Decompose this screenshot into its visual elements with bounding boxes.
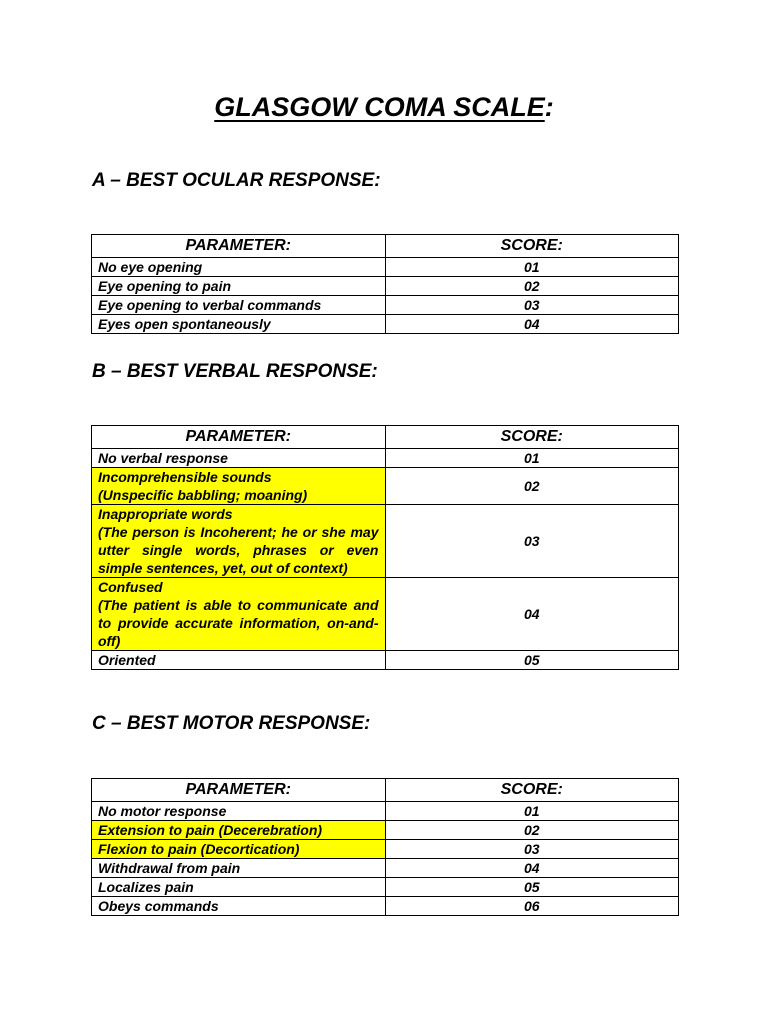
table-row	[92, 878, 679, 897]
parameter-detail: (The person is Incoherent; he or she may utter single words, phrases or even simple sentences, yet, out of context)	[98, 524, 379, 576]
score-cell: 05	[385, 651, 679, 670]
parameter-label: Incomprehensible sounds	[98, 469, 272, 485]
page-title-text: GLASGOW COMA SCALE	[214, 92, 545, 122]
score-cell: 03	[385, 505, 679, 578]
table-header-row	[92, 426, 679, 449]
table-header-row	[92, 235, 679, 258]
parameter-cell-highlighted	[92, 505, 386, 578]
score-cell: 06	[385, 897, 679, 916]
section-heading-motor: C – BEST MOTOR RESPONSE:	[92, 713, 371, 734]
table-row	[92, 449, 679, 468]
parameter-cell: Eye opening to pain	[92, 277, 386, 296]
parameter-cell: Obeys commands	[92, 897, 386, 916]
column-header-parameter: PARAMETER:	[92, 426, 386, 449]
parameter-cell-highlighted: Extension to pain (Decerebration)	[92, 821, 386, 840]
parameter-label: Inappropriate words	[98, 506, 233, 522]
table-row	[92, 468, 679, 505]
table-row	[92, 897, 679, 916]
score-cell: 03	[385, 840, 679, 859]
parameter-cell-highlighted	[92, 578, 386, 651]
ocular-response-table	[91, 234, 679, 334]
parameter-cell: Withdrawal from pain	[92, 859, 386, 878]
verbal-response-table	[91, 425, 679, 670]
table-row	[92, 821, 679, 840]
parameter-cell-highlighted: Flexion to pain (Decortication)	[92, 840, 386, 859]
parameter-label: Confused	[98, 579, 163, 595]
table-row	[92, 277, 679, 296]
parameter-cell-highlighted	[92, 468, 386, 505]
table-row	[92, 840, 679, 859]
score-cell: 04	[385, 859, 679, 878]
column-header-parameter: PARAMETER:	[92, 235, 386, 258]
score-cell: 02	[385, 821, 679, 840]
score-cell: 05	[385, 878, 679, 897]
score-cell: 04	[385, 578, 679, 651]
parameter-cell: No verbal response	[92, 449, 386, 468]
page-title-colon: :	[544, 92, 554, 122]
section-heading-verbal: B – BEST VERBAL RESPONSE:	[92, 361, 378, 382]
table-header-row	[92, 779, 679, 802]
section-heading-ocular: A – BEST OCULAR RESPONSE:	[92, 170, 381, 191]
parameter-cell: Eyes open spontaneously	[92, 315, 386, 334]
score-cell: 01	[385, 449, 679, 468]
parameter-cell: Eye opening to verbal commands	[92, 296, 386, 315]
table-row	[92, 802, 679, 821]
parameter-cell: No motor response	[92, 802, 386, 821]
motor-response-table	[91, 778, 679, 916]
column-header-score: SCORE:	[385, 235, 679, 258]
column-header-score: SCORE:	[385, 426, 679, 449]
score-cell: 02	[385, 468, 679, 505]
column-header-score: SCORE:	[385, 779, 679, 802]
table-row	[92, 315, 679, 334]
score-cell: 02	[385, 277, 679, 296]
table-row	[92, 258, 679, 277]
table-row	[92, 578, 679, 651]
table-row	[92, 505, 679, 578]
parameter-cell: Localizes pain	[92, 878, 386, 897]
parameter-cell: Oriented	[92, 651, 386, 670]
column-header-parameter: PARAMETER:	[92, 779, 386, 802]
parameter-detail: (Unspecific babbling; moaning)	[98, 487, 308, 503]
table-row	[92, 859, 679, 878]
table-row	[92, 296, 679, 315]
score-cell: 01	[385, 802, 679, 821]
score-cell: 04	[385, 315, 679, 334]
score-cell: 03	[385, 296, 679, 315]
page-title	[0, 92, 768, 123]
parameter-detail: (The patient is able to communicate and to provide accurate information, on-and-off)	[98, 597, 379, 649]
table-row	[92, 651, 679, 670]
parameter-cell: No eye opening	[92, 258, 386, 277]
score-cell: 01	[385, 258, 679, 277]
